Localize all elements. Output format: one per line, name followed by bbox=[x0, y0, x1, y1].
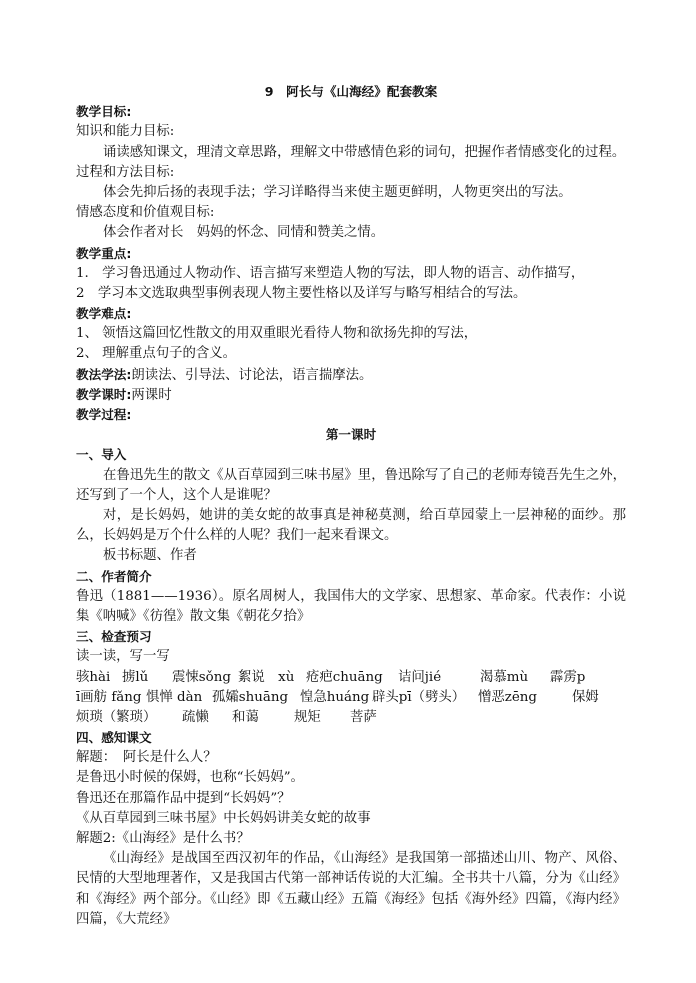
key-point-2: 2 学习本文选取典型事例表现人物主要性格以及详写与略写相结合的写法。 bbox=[76, 285, 527, 301]
key-point-1: 1. 学习鲁迅通过人物动作、语言描写来塑造人物的写法，即人物的语言、动作描写， bbox=[76, 265, 585, 281]
section-1-board: 板书标题、作者 bbox=[103, 548, 197, 564]
section-1-paragraph-2: 对，是长妈妈，她讲的美女蛇的故事真是神秘莫测，给百草园蒙上一层神秘的面纱。那么，长妈妈是万个什么样的人呢？我们一起来看课文。 bbox=[76, 507, 626, 544]
section-3-heading: 三、检查预习 bbox=[76, 629, 152, 645]
vocab-row-3 bbox=[76, 708, 626, 728]
section-1-heading: 一、导入 bbox=[76, 447, 127, 463]
emotion-label: 情感态度和价值观目标: bbox=[76, 205, 215, 221]
vocab-item: 震悚sǒng bbox=[172, 669, 231, 685]
emotion-text: 体会作者对长 妈妈的怀念、同情和赞美之情。 bbox=[103, 225, 385, 241]
section-2-text: 鲁迅（1881——1936）。原名周树人，我国伟大的文学家、思想家、革命家。代表作：小说集《呐喊》《彷徨》散文集《朝花夕拾》 bbox=[76, 588, 626, 624]
vocab-item: 渴慕mù bbox=[480, 669, 529, 685]
vocab-row-1 bbox=[76, 668, 626, 688]
vocab-item: 惶急huáng bbox=[300, 689, 370, 705]
vocab-item: 絮说 xù bbox=[238, 669, 295, 685]
vocab-item: 诘问jié bbox=[398, 669, 442, 685]
vocab-row-2 bbox=[76, 688, 626, 708]
knowledge-text: 诵读感知课文，理清文章思路，理解文中带感情色彩的词句，把握作者情感变化的过程。 bbox=[103, 144, 626, 160]
goals-heading: 教学目标: bbox=[76, 104, 132, 120]
hours-text: 两课时 bbox=[131, 387, 172, 403]
method-label: 教法学法: bbox=[76, 366, 132, 382]
vocab-item: 规矩 bbox=[294, 709, 321, 725]
vocab-item: 骇hài bbox=[76, 669, 111, 685]
difficult-heading: 教学难点: bbox=[76, 306, 132, 322]
question-2: 解题2:《山海经》是什么书？ bbox=[76, 831, 250, 847]
section-1-paragraph-1: 在鲁迅先生的散文《从百草园到三味书屋》里，鲁迅除写了自己的老师寿镜吾先生之外，还写到了一个人，这个人是谁呢？ bbox=[76, 467, 626, 503]
lesson-1-heading: 第一课时 bbox=[325, 427, 377, 443]
vocab-item: 和蔼 bbox=[232, 709, 259, 725]
method-text: 朗读法、引导法、讨论法，语言揣摩法。 bbox=[131, 367, 373, 383]
section-2-heading: 二、作者简介 bbox=[76, 568, 152, 584]
vocab-item: 孤孀shuāng bbox=[212, 689, 289, 705]
process-text: 体会先抑后扬的表现手法；学习详略得当来使主题更鲜明，人物更突出的写法。 bbox=[103, 184, 572, 200]
process-heading: 教学过程: bbox=[76, 407, 132, 422]
vocab-item: 菩萨 bbox=[350, 709, 377, 725]
question-1: 解题： 阿长是什么人？ bbox=[76, 750, 217, 766]
answer-2: 《山海经》是战国至西汉初年的作品，《山海经》是我国第一部描述山川、物产、风俗、民情的大型地理著作，又是我国古代第一部神话传说的大汇编。全书共十八篇，分为《山经》和《海经》两个部分。《山经》即《五藏山经》五篇《海经》包括《海外经》四篇，《海内经》四篇，《大荒经》 bbox=[76, 851, 626, 927]
section-4-heading: 四、感知课文 bbox=[76, 730, 152, 746]
vocab-item: 烦琐（繁琐） bbox=[76, 709, 157, 725]
difficult-point-1: 1、 领悟这篇回忆性散文的用双重眼光看待人物和欲扬先抑的写法， bbox=[76, 326, 478, 342]
method-line bbox=[76, 365, 626, 385]
vocab-item: ī画舫 fǎng bbox=[76, 689, 142, 705]
doc-title: 9 阿长与《山海经》配套教案 bbox=[264, 84, 438, 99]
question-1b: 鲁迅还在那篇作品中提到“长妈妈”？ bbox=[76, 790, 291, 806]
vocab-item: 惧惮 dàn bbox=[146, 689, 203, 705]
vocab-item: 辟头pī（劈头） bbox=[372, 689, 466, 705]
difficult-point-2: 2、 理解重点句子的含义。 bbox=[76, 346, 237, 362]
answer-1: 是鲁迅小时候的保姆，也称“长妈妈”。 bbox=[76, 770, 304, 786]
section-3-sub: 读一读，写一写 bbox=[76, 649, 170, 665]
document-page bbox=[76, 82, 626, 930]
vocab-item: 憎恶zēng bbox=[478, 689, 537, 705]
vocab-item: 霹雳p bbox=[550, 669, 586, 685]
vocab-item: 疏懒 bbox=[182, 709, 209, 725]
vocab-item: 保姆 bbox=[572, 689, 599, 705]
process-label: 过程和方法目标: bbox=[76, 164, 175, 180]
knowledge-label: 知识和能力目标: bbox=[76, 124, 175, 140]
answer-1b: 《从百草园到三味书屋》中长妈妈讲美女蛇的故事 bbox=[76, 810, 371, 826]
hours-line bbox=[76, 385, 626, 405]
key-heading: 教学重点: bbox=[76, 245, 132, 261]
vocab-item: 疮疤chuāng bbox=[306, 669, 383, 685]
hours-label: 教学课时: bbox=[76, 386, 132, 402]
vocab-item: 掳lǔ bbox=[122, 669, 149, 685]
